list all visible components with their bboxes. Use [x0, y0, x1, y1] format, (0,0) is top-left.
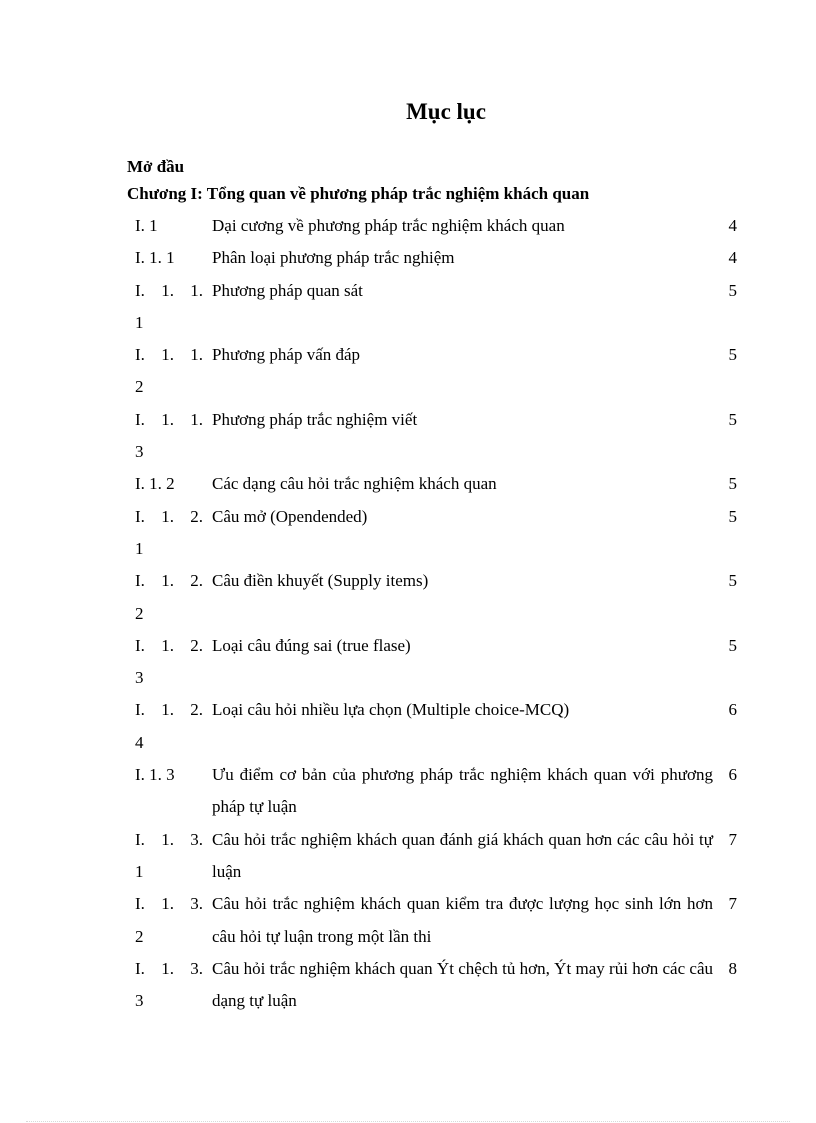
toc-entry-title: Câu điền khuyết (Supply items): [212, 571, 429, 591]
toc-entry-page: 7: [728, 829, 737, 849]
toc-entry-page: 7: [728, 894, 737, 914]
toc-entry-number: [135, 630, 203, 695]
toc-entry: [135, 565, 737, 630]
toc-entry: [135, 339, 737, 404]
toc-entry: [135, 404, 737, 469]
toc-entry-number-line: I. 1. 1.: [135, 409, 203, 429]
toc-entry-number: [135, 210, 203, 242]
toc-entry-number-tail: 3: [135, 442, 144, 462]
toc-entry-number-line: I. 1: [135, 216, 158, 235]
toc-entry-number-tail: 2: [135, 926, 144, 946]
toc-entry-title: Câu hỏi trắc nghiệm khách quan kiểm tra được lượng học sinh lớn hơn câu hỏi tự luận trong một lần thi: [212, 894, 713, 946]
toc-entry: [135, 501, 737, 566]
toc-entry-number-line: I. 1. 2.: [135, 700, 203, 720]
toc-entry: [135, 630, 737, 695]
toc-entry-title: Dại cương về phương pháp trắc nghiệm khách quan: [212, 216, 565, 235]
toc-entry-number-line: I. 1. 1.: [135, 280, 203, 300]
toc-entry-number-line: I. 1. 1.: [135, 345, 203, 365]
toc-entry-title: Câu mở (Opendended): [212, 506, 368, 526]
toc-entry-title: Loại câu đúng sai (true flase): [212, 635, 411, 655]
toc-entry-number-tail: 1: [135, 861, 144, 881]
toc-entry-number-line: I. 1. 2.: [135, 571, 203, 591]
toc-entry-title: Câu hỏi trắc nghiệm khách quan Ýt chệch tủ hơn, Ýt may rủi hơn các câu dạng tự luận: [212, 958, 713, 1011]
toc-entry-page: 5: [728, 474, 737, 494]
toc-entry-number: [135, 242, 203, 274]
toc-entry-number: [135, 404, 203, 469]
toc-entry: [135, 953, 737, 1018]
toc-entry-page: 5: [728, 345, 737, 365]
toc-entry-number: [135, 759, 203, 791]
page-bottom-divider: [26, 1121, 790, 1122]
toc-entry-page: 5: [728, 635, 737, 655]
toc-entry-page: 6: [728, 700, 737, 720]
toc-entry: [135, 694, 737, 759]
toc-entry-number-tail: 3: [135, 668, 144, 688]
toc-entry-number-line: I. 1. 3.: [135, 958, 203, 978]
toc-entry-page: 6: [728, 765, 737, 785]
chapter-heading: Chương I: Tổng quan về phương pháp trắc nghiệm khách quan: [127, 184, 590, 203]
toc-entry-number: [135, 953, 203, 1018]
toc-entry-number-line: I. 1. 1: [135, 248, 175, 268]
toc-entry-number-tail: 3: [135, 991, 144, 1011]
toc-entry: [135, 468, 737, 500]
toc-entry-page: 5: [728, 409, 737, 429]
toc-entry-page: 5: [728, 571, 737, 591]
toc-entry-number: [135, 565, 203, 630]
toc-entry: [135, 242, 737, 274]
toc-entry-number-line: I. 1. 3.: [135, 829, 203, 849]
toc-entry-title: Phương pháp trắc nghiệm viết: [212, 409, 418, 429]
intro-heading: Mở đầu: [127, 157, 185, 176]
toc-entry-number-tail: 2: [135, 603, 144, 623]
toc-entry-title: Loại câu hỏi nhiều lựa chọn (Multiple choice-MCQ): [212, 700, 570, 720]
toc-entry-title: Câu hỏi trắc nghiệm khách quan đánh giá khách quan hơn các câu hỏi tự luận: [212, 829, 713, 881]
toc-entry-number-line: I. 1. 3.: [135, 894, 203, 914]
toc-entry-number: [135, 275, 203, 340]
table-of-contents: [135, 210, 737, 1017]
toc-entry-number-tail: 1: [135, 538, 144, 558]
toc-entry-title: Phương pháp vấn đáp: [212, 345, 361, 365]
toc-entry-title: Ưu điểm cơ bản của phương pháp trắc nghiệm khách quan với phương pháp tự luận: [212, 765, 713, 817]
toc-entry-number: [135, 888, 203, 953]
toc-entry: [135, 824, 737, 889]
toc-entry-page: 8: [728, 958, 737, 978]
page-title: Mục lục: [406, 99, 486, 124]
toc-entry-number-tail: 1: [135, 312, 144, 332]
toc-entry: [135, 275, 737, 340]
toc-entry-page: 5: [728, 506, 737, 526]
toc-entry-number-line: I. 1. 2.: [135, 506, 203, 526]
toc-entry-page: 4: [728, 248, 737, 268]
toc-entry: [135, 888, 737, 953]
toc-entry-page: 5: [728, 280, 737, 300]
toc-entry-number: [135, 339, 203, 404]
toc-entry-number: [135, 824, 203, 889]
toc-entry-title: Phương pháp quan sát: [212, 280, 363, 300]
toc-entry-number-tail: 2: [135, 377, 144, 397]
toc-entry: [135, 210, 737, 242]
toc-entry-number-line: I. 1. 2: [135, 474, 175, 494]
toc-entry-title: Các dạng câu hỏi trắc nghiệm khách quan: [212, 474, 497, 494]
toc-entry-number: [135, 501, 203, 566]
toc-entry-number-line: I. 1. 2.: [135, 635, 203, 655]
toc-entry-number: [135, 468, 203, 500]
toc-entry-number: [135, 694, 203, 759]
toc-entry-title: Phân loại phương pháp trắc nghiệm: [212, 248, 455, 268]
toc-entry-number-tail: 4: [135, 732, 144, 752]
toc-entry-page: 4: [728, 216, 737, 235]
toc-entry-number-line: I. 1. 3: [135, 765, 175, 785]
toc-entry: [135, 759, 737, 824]
